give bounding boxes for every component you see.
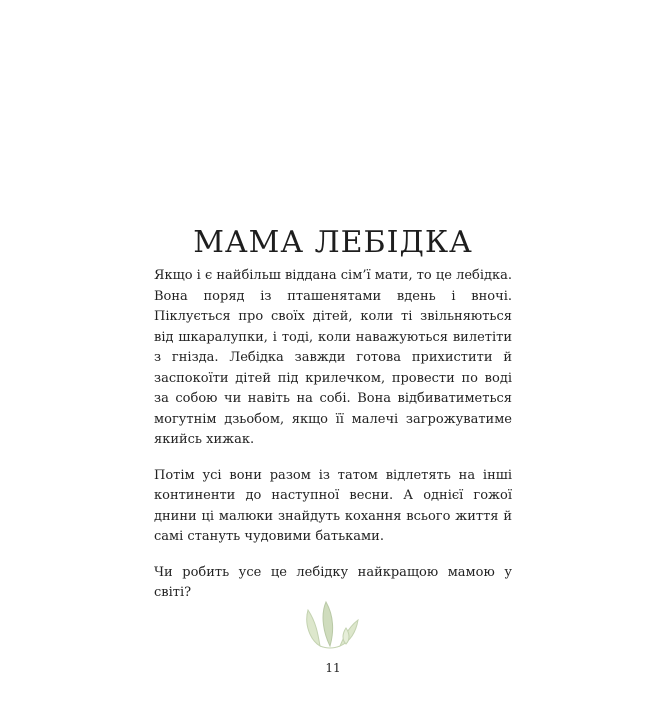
paragraph-3: Чи робить усе це лебідку найкращою мамою у світі? xyxy=(154,564,512,600)
paragraph-1: Якщо і є найбільш віддана сім’ї мати, то це лебідка. Вона поряд із пташенятами вдень і вночі. Піклується про своїх дітей, коли ті звільняються від шкаралупки, і тоді, коли наважуються вилетіти з гнізда. Лебідка завжди готова прихистити й заспокоїти дітей під крилечком, провести по воді за собою чи навіть на собі. Вона відбиватиметься могутнім дзьобом, якщо її малечі загрожуватиме якийсь хижак. xyxy=(154,268,513,447)
page-number: 11 xyxy=(325,661,341,675)
page-title: МАМА ЛЕБІДКА xyxy=(193,225,473,261)
feather-sprout-icon xyxy=(300,600,366,652)
ornament-leaf-center xyxy=(323,602,333,646)
paragraph-2: Потім усі вони разом із татом відлетять на інші континенти до наступної весни. А однієї гожої днини ці малюки знайдуть кохання всього життя й самі стануть чудовими батьками. xyxy=(154,467,512,544)
ornament-leaf-left xyxy=(307,610,320,646)
body-text xyxy=(154,266,512,619)
